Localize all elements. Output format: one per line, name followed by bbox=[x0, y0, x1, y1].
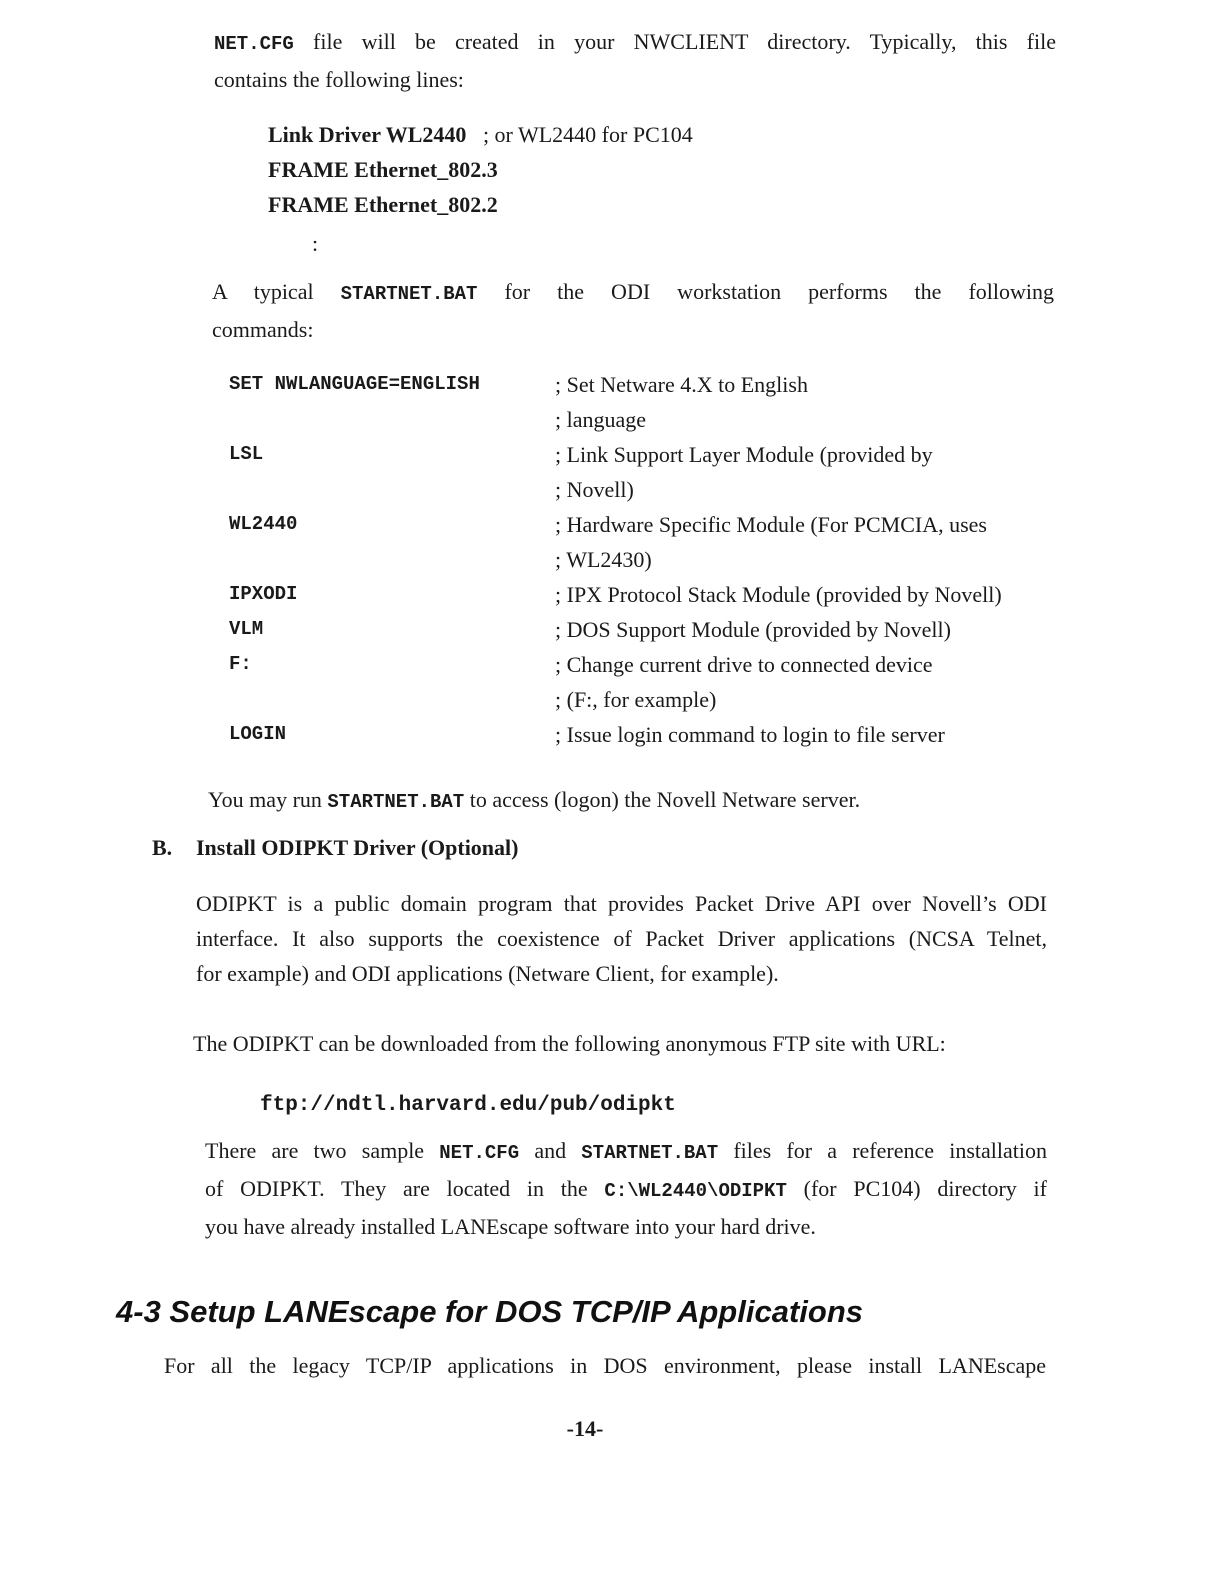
command-description: ; language bbox=[555, 407, 647, 432]
command-name: SET NWLANGUAGE=ENGLISH bbox=[229, 373, 480, 395]
samples-line-2 bbox=[205, 1171, 1047, 1209]
ellipsis-mark: : bbox=[312, 231, 319, 256]
command-row bbox=[229, 612, 1059, 647]
run-note bbox=[208, 782, 860, 820]
odipkt-line: for example) and ODI applications (Netware Client, for example). bbox=[196, 961, 779, 986]
netcfg-lines bbox=[268, 117, 968, 222]
netcfg-line bbox=[268, 152, 968, 187]
section-heading: 4-3 Setup LANEscape for DOS TCP/IP Applications bbox=[116, 1294, 863, 1329]
section-b-heading bbox=[152, 830, 518, 865]
command-description: ; Issue login command to login to file server bbox=[555, 722, 945, 747]
command-description: ; IPX Protocol Stack Module (provided by Novell) bbox=[555, 582, 1002, 607]
command-name bbox=[229, 542, 555, 577]
samples-paragraph bbox=[205, 1133, 1047, 1244]
commands-table bbox=[229, 367, 1059, 752]
odipkt-path: C:\WL2440\ODIPKT bbox=[604, 1180, 787, 1202]
netcfg-line bbox=[268, 187, 968, 222]
startnet-filename: STARTNET.BAT bbox=[340, 283, 478, 305]
page-number: -14- bbox=[566, 1416, 604, 1441]
command-row bbox=[229, 507, 1059, 542]
section-title: Install ODIPKT Driver (Optional) bbox=[196, 835, 519, 860]
command-name: IPXODI bbox=[229, 583, 298, 605]
samples-line-3: you have already installed LANEscape software into your hard drive. bbox=[205, 1214, 816, 1239]
netcfg-line-comment: ; or WL2440 for PC104 bbox=[466, 122, 693, 147]
startnet-intro bbox=[212, 274, 1054, 347]
command-name bbox=[229, 682, 555, 717]
command-name: VLM bbox=[229, 618, 264, 640]
command-row bbox=[229, 682, 1059, 717]
startnet-intro-post: for the ODI workstation performs the following bbox=[477, 279, 1054, 304]
startnet-intro-pre: A typical bbox=[212, 279, 341, 304]
command-row bbox=[229, 717, 1059, 752]
command-name: F: bbox=[229, 653, 252, 675]
startnet-intro-line-1 bbox=[212, 274, 1054, 312]
samples-line-2-pre: of ODIPKT. They are located in the bbox=[205, 1176, 605, 1201]
run-note-pre: You may run bbox=[208, 787, 328, 812]
odipkt-line: ODIPKT is a public domain program that provides Packet Drive API over Novell’s ODI bbox=[196, 891, 1047, 916]
download-line: The ODIPKT can be downloaded from the following anonymous FTP site with URL: bbox=[193, 1031, 946, 1056]
samples-pre: There are two sample bbox=[205, 1138, 440, 1163]
intro-line-2: contains the following lines: bbox=[214, 67, 464, 92]
netcfg-line-text: FRAME Ethernet_802.3 bbox=[268, 157, 498, 182]
command-description: ; Novell) bbox=[555, 477, 634, 502]
odipkt-paragraph bbox=[196, 886, 1047, 991]
ftp-url: ftp://ndtl.harvard.edu/pub/odipkt bbox=[260, 1094, 676, 1117]
command-description: ; Link Support Layer Module (provided by bbox=[555, 442, 933, 467]
last-line: For all the legacy TCP/IP applications in DOS environment, please install LANEscape bbox=[164, 1353, 1046, 1378]
netcfg-filename: NET.CFG bbox=[214, 33, 294, 55]
odipkt-line: interface. It also supports the coexistence of Packet Driver applications (NCSA Telnet, bbox=[196, 926, 1047, 951]
samples-post: files for a reference installation bbox=[718, 1138, 1047, 1163]
command-name bbox=[229, 472, 555, 507]
command-row bbox=[229, 367, 1059, 402]
command-name bbox=[229, 402, 555, 437]
command-row bbox=[229, 437, 1059, 472]
command-description: ; Hardware Specific Module (For PCMCIA, uses bbox=[555, 512, 987, 537]
netcfg-filename: NET.CFG bbox=[439, 1142, 520, 1164]
samples-line-1 bbox=[205, 1133, 1047, 1171]
command-description: ; WL2430) bbox=[555, 547, 652, 572]
run-note-post: to access (logon) the Novell Netware server. bbox=[464, 787, 861, 812]
command-description: ; Set Netware 4.X to English bbox=[555, 372, 808, 397]
startnet-filename: STARTNET.BAT bbox=[581, 1142, 719, 1164]
startnet-filename: STARTNET.BAT bbox=[327, 791, 465, 813]
command-description: ; Change current drive to connected device bbox=[555, 652, 933, 677]
samples-mid: and bbox=[519, 1138, 582, 1163]
command-row bbox=[229, 402, 1059, 437]
intro-line-1 bbox=[214, 24, 1056, 62]
command-name: WL2440 bbox=[229, 513, 298, 535]
command-row bbox=[229, 472, 1059, 507]
samples-line-2-post: (for PC104) directory if bbox=[786, 1176, 1047, 1201]
netcfg-line-text: Link Driver WL2440 bbox=[268, 122, 467, 147]
startnet-intro-line-2: commands: bbox=[212, 317, 314, 342]
section-letter: B. bbox=[152, 835, 173, 860]
command-row bbox=[229, 542, 1059, 577]
netcfg-line bbox=[268, 117, 968, 152]
command-name: LSL bbox=[229, 443, 264, 465]
intro-paragraph bbox=[214, 24, 1056, 97]
command-description: ; (F:, for example) bbox=[555, 687, 717, 712]
command-row bbox=[229, 647, 1059, 682]
command-name: LOGIN bbox=[229, 723, 287, 745]
intro-line-1-text: file will be created in your NWCLIENT directory. Typically, this file bbox=[293, 29, 1056, 54]
command-row bbox=[229, 577, 1059, 612]
netcfg-line-text: FRAME Ethernet_802.2 bbox=[268, 192, 498, 217]
command-description: ; DOS Support Module (provided by Novell) bbox=[555, 617, 951, 642]
